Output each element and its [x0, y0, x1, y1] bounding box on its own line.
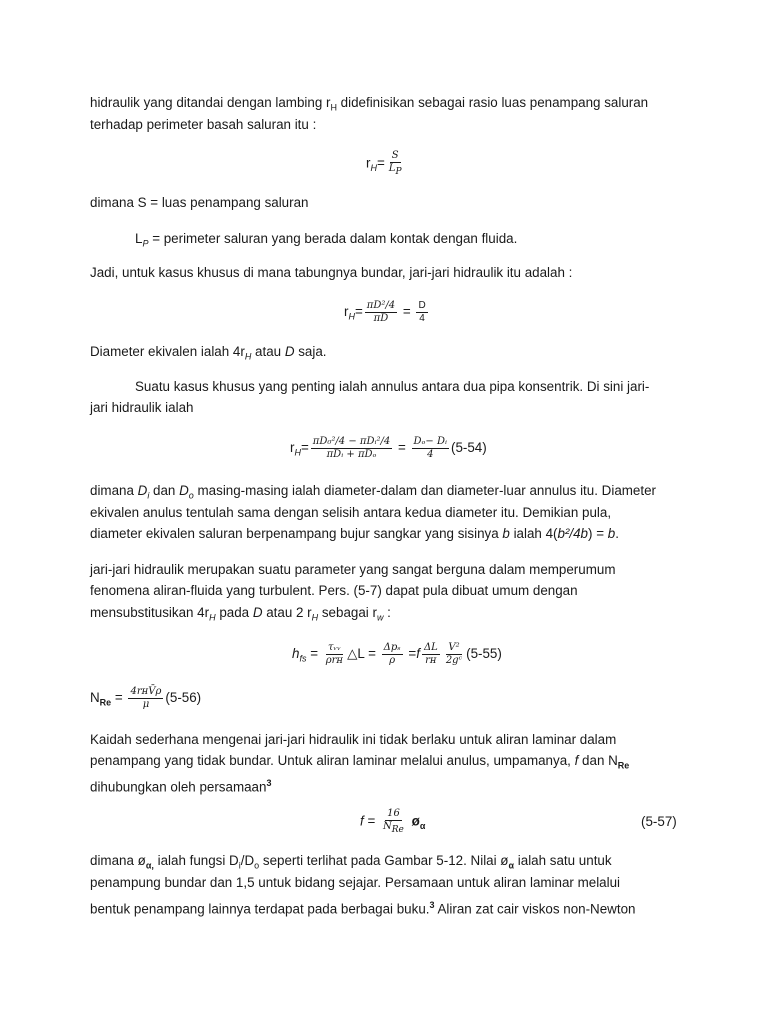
- paragraph-1-line-2: terhadap perimeter basah saluran itu :: [90, 117, 317, 132]
- paragraph-10-line-1: dimana $ø_{\alpha,}$ ialah fungsi $D_i/D_o$ seperti terlihat pada Gambar 5-12. Nilai $ø_\alpha$ ialah satu untuk: [90, 853, 612, 871]
- equation-laminar-annulus: f = $\frac{16}{\text{NRe}}$ $ø_\alpha$: [360, 808, 426, 835]
- equation-number-5-54: (5-54): [450, 440, 487, 456]
- equation-number-5-56: (5-56): [165, 690, 202, 706]
- paragraph-7-line-2: ekivalen anulus tentulah sama dengan selisih antara kedua diameter itu. Demikian pula,: [90, 505, 612, 520]
- equation-rh-annulus: $r_H=$ $\frac{\text{πD₀²/4 − πDᵢ²/4}}{\text{πDᵢ + πDₒ}}$ = $\frac{\text{Dₒ− Dᵢ}}{4}$ (5-54): [290, 436, 487, 460]
- paragraph-9-line-3: dihubungkan oleh persamaan$^3$: [90, 778, 272, 795]
- paragraph-7-line-3: diameter ekivalen saluran berpenampang bujur sangkar yang sisinya b ialah 4(b²/4b) = b.: [90, 526, 619, 541]
- equation-hfs: $h_{fs}$ = $\frac{\text{τᵥᵥ}}{\text{ρrʜ}}$ △L = $\frac{\text{Δpₛ}}{\rho}$ =f $\frac{\Delta L}{\text{rʜ}}$ $\frac{\text{V²}}{\text{2gᶜ}}$ (5-55): [292, 642, 502, 666]
- paragraph-9-line-2: penampang yang tidak bundar. Untuk aliran laminar melalui anulus, umpamanya, f dan $N_{Re}$: [90, 753, 630, 771]
- paragraph-5: Diameter ekivalen ialah $4r_H$ atau D saja.: [90, 344, 327, 362]
- paragraph-8-line-2: fenomena aliran-fluida yang turbulent. Pers. (5-7) dapat pula dibuat umum dengan: [90, 583, 578, 598]
- paragraph-2: dimana S = luas penampang saluran: [90, 195, 309, 210]
- paragraph-4: Jadi, untuk kasus khusus di mana tabungnya bundar, jari-jari hidraulik itu adalah :: [90, 265, 573, 280]
- equation-rh-definition: $r_H=$ $\frac{S}{LP}$: [366, 150, 402, 177]
- equation-number-5-55: (5-55): [466, 646, 502, 662]
- paragraph-3: $L_P$ = perimeter saluran yang berada dalam kontak dengan fluida.: [135, 231, 518, 249]
- paragraph-8-line-3: mensubstitusikan $4r_H$ pada D atau 2 $r_H$ sebagai $r_w$ :: [90, 605, 391, 623]
- equation-rh-circular: $r_H=$ $\frac{\text{πD²/4}}{\pi D}$ = $\frac{D}{4}$: [344, 300, 426, 324]
- paragraph-8-line-1: jari-jari hidraulik merupakan suatu parameter yang sangat berguna dalam memperumum: [90, 562, 616, 577]
- paragraph-6-line-1: Suatu kasus khusus yang penting ialah annulus antara dua pipa konsentrik. Di sini jari-: [135, 379, 650, 394]
- equation-number-5-57: (5-57): [641, 814, 677, 829]
- paragraph-6-line-2: jari hidraulik ialah: [90, 400, 194, 415]
- paragraph-7-line-1: dimana $D_i$ dan $D_o$ masing-masing ialah diameter-dalam dan diameter-luar annulus itu. Diameter: [90, 483, 656, 501]
- paragraph-10-line-2: penampung bundar dan 1,5 untuk bidang sejajar. Persamaan untuk aliran laminar melalui: [90, 875, 621, 890]
- paragraph-10-line-3: bentuk penampang lainnya terdapat pada berbagai buku.$^3$ Aliran zat cair viskos non-Newton: [90, 900, 636, 917]
- equation-nre: $N_{Re}$ = $\frac{\text{4rʜV̄ρ}}{\mu}$ (5-56): [90, 686, 202, 710]
- paragraph-1-line-1: hidraulik yang ditandai dengan lambing $r_H$ didefinisikan sebagai rasio luas penampang saluran: [90, 95, 649, 113]
- paragraph-9-line-1: Kaidah sederhana mengenai jari-jari hidraulik ini tidak berlaku untuk aliran laminar dalam: [90, 732, 617, 747]
